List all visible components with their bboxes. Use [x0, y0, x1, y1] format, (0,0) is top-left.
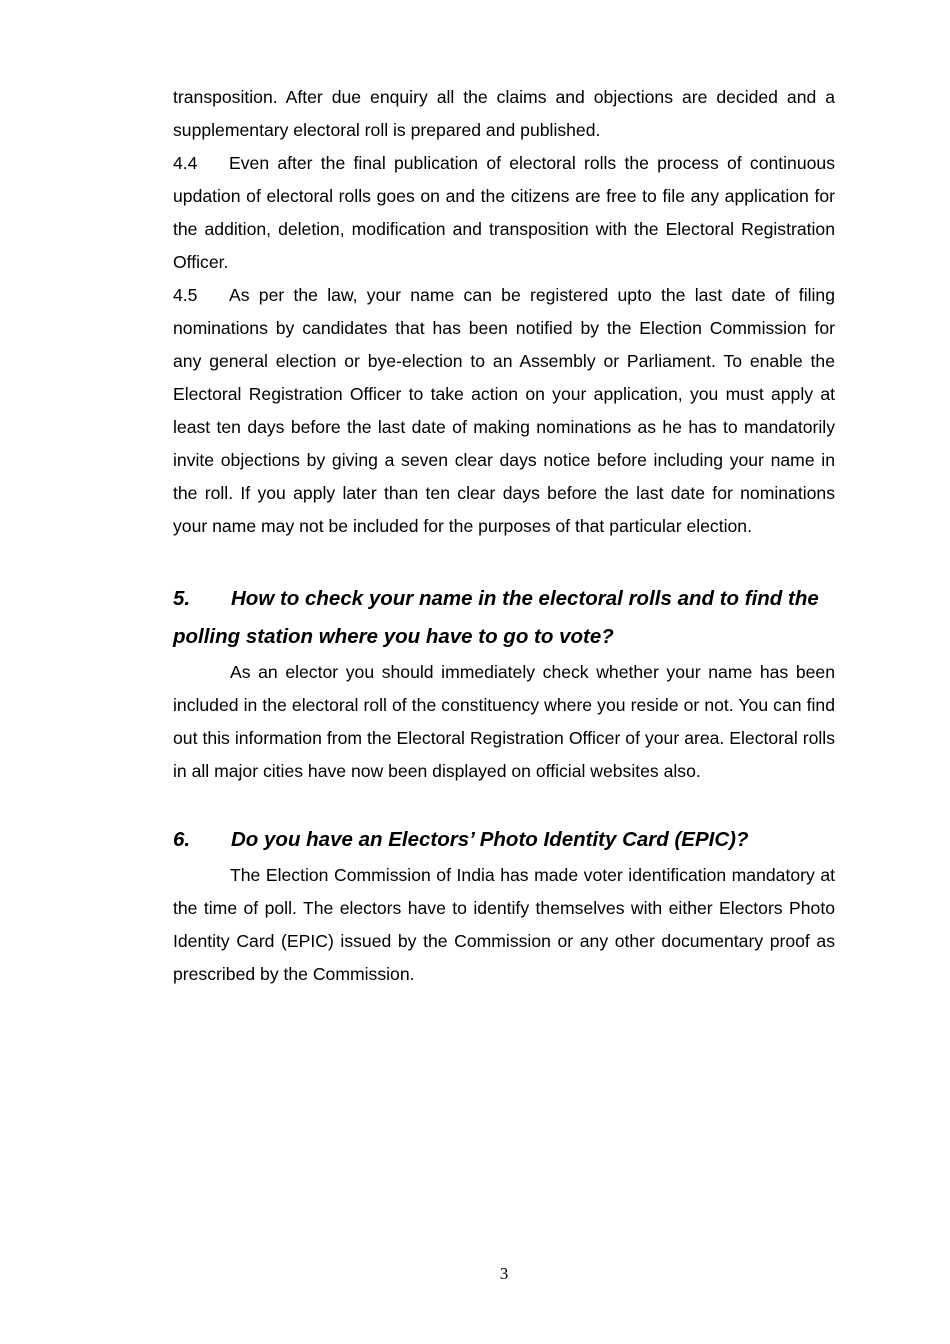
paragraph-4-5 [173, 279, 835, 543]
section-5-heading [173, 580, 835, 656]
paragraph-4-4 [173, 147, 835, 279]
continued-paragraph: transposition. After due enquiry all the claims and objections are decided and a supplementary electoral roll is prepared and published. [173, 87, 835, 140]
section-6-body: The Election Commission of India has made voter identification mandatory at the time of poll. The electors have to identify themselves with either Electors Photo Identity Card (EPIC) issued by the Commission or any other documentary proof as prescribed by the Commission. [173, 865, 835, 984]
section-title: Do you have an Electors’ Photo Identity Card (EPIC)? [231, 828, 749, 851]
page-number: 3 [499, 1264, 509, 1283]
section-number: 6. [173, 828, 191, 851]
paragraph-number: 4.4 [173, 153, 198, 173]
section-number: 5. [173, 587, 191, 610]
document-body [173, 81, 835, 991]
paragraph-number: 4.5 [173, 285, 198, 305]
section-5-body: As an elector you should immediately check whether your name has been included in the electoral roll of the constituency where you reside or not. You can find out this information from the Electoral Registration Officer of your area. Electoral rolls in all major cities have now been displayed on official websites also. [173, 662, 835, 781]
paragraph-text: As per the law, your name can be registered upto the last date of filing nominations by candidates that has been notified by the Election Commission for any general election or bye-election to an Assembly or Parliament. To enable the Electoral Registration Officer to take action on your application, you must apply at least ten days before the last date of making nominations as he has to mandatorily invite objections by giving a seven clear days notice before including your name in the roll. If you apply later than ten clear days before the last date for nominations your name may not be included for the purposes of that particular election. [173, 285, 835, 536]
section-title: How to check your name in the electoral rolls and to find the polling station where you have to go to vote? [173, 587, 819, 648]
section-6-heading [173, 821, 835, 859]
paragraph-text: Even after the final publication of electoral rolls the process of continuous updation of electoral rolls goes on and the citizens are free to file any application for the addition, deletion, modification and transposition with the Electoral Registration Officer. [173, 153, 835, 272]
